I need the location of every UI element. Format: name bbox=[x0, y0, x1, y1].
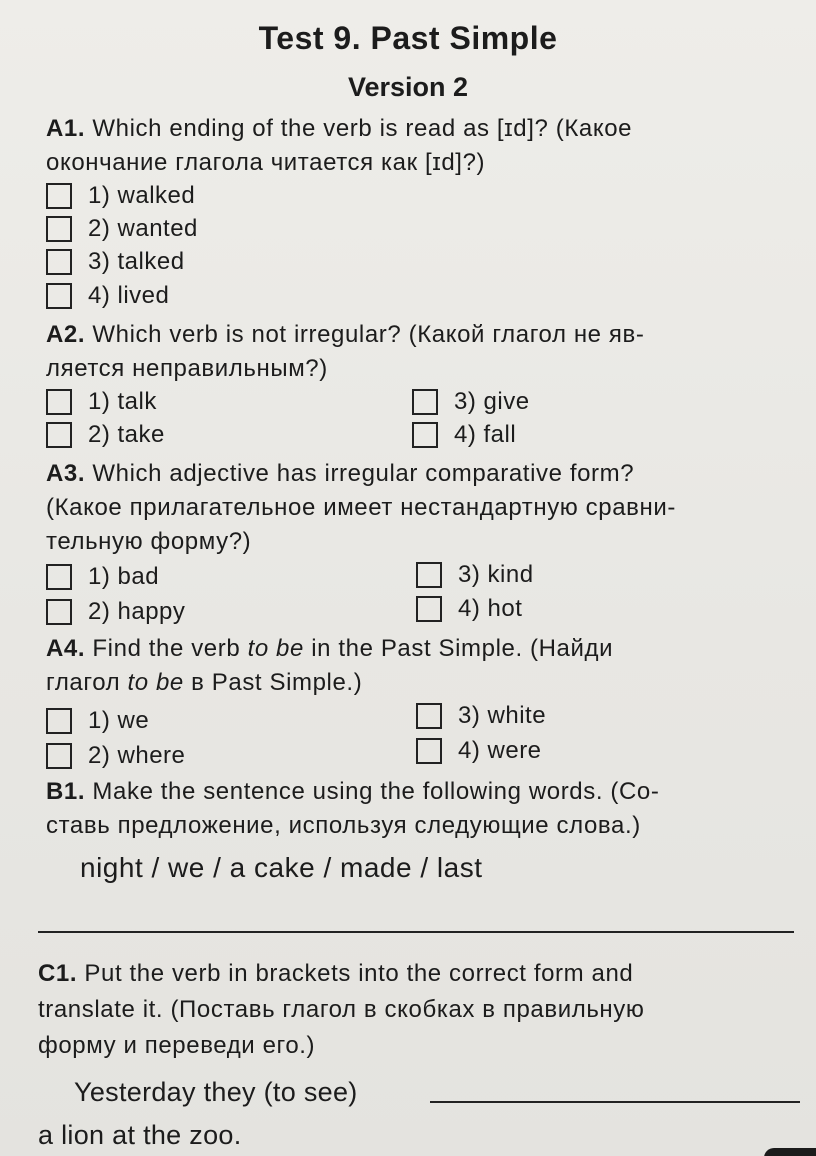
question-text-italic: to be bbox=[127, 669, 184, 696]
question-number: C1. bbox=[38, 960, 78, 987]
question-text: Make the sentence using the following words. (Со- bbox=[85, 778, 660, 805]
answer-checkbox[interactable] bbox=[46, 183, 72, 209]
answer-option[interactable] bbox=[46, 706, 149, 736]
question-text: в Past Simple.) bbox=[183, 669, 363, 696]
option-label: 2) wanted bbox=[88, 215, 198, 242]
answer-checkbox[interactable] bbox=[46, 283, 72, 309]
answer-checkbox[interactable] bbox=[46, 599, 72, 625]
answer-checkbox[interactable] bbox=[46, 743, 72, 769]
answer-option[interactable] bbox=[416, 560, 534, 590]
sentence-start: Yesterday they (to see) bbox=[74, 1077, 358, 1107]
answer-option[interactable] bbox=[412, 387, 530, 417]
question-number: A3. bbox=[46, 460, 86, 487]
question-number: A1. bbox=[46, 115, 86, 142]
question-a3 bbox=[46, 457, 770, 559]
question-a1 bbox=[46, 112, 770, 180]
answer-option[interactable] bbox=[46, 181, 195, 211]
answer-option[interactable] bbox=[46, 387, 157, 417]
answer-checkbox[interactable] bbox=[46, 249, 72, 275]
question-number: A4. bbox=[46, 635, 86, 662]
answer-option[interactable] bbox=[46, 562, 159, 592]
answer-option[interactable] bbox=[416, 594, 522, 624]
question-b1 bbox=[46, 775, 770, 843]
answer-checkbox[interactable] bbox=[416, 703, 442, 729]
question-text-italic: to be bbox=[247, 635, 304, 662]
word-list: night / we / a cake / made / last bbox=[80, 852, 483, 883]
answer-option[interactable] bbox=[46, 247, 185, 277]
answer-option[interactable] bbox=[46, 281, 169, 311]
answer-checkbox[interactable] bbox=[412, 422, 438, 448]
answer-checkbox[interactable] bbox=[416, 596, 442, 622]
question-text: тельную форму?) bbox=[46, 528, 252, 555]
answer-line[interactable] bbox=[430, 1101, 800, 1103]
option-label: 4) fall bbox=[454, 421, 517, 448]
option-label: 4) lived bbox=[88, 282, 170, 309]
answer-checkbox[interactable] bbox=[416, 738, 442, 764]
answer-option[interactable] bbox=[46, 214, 198, 244]
answer-checkbox[interactable] bbox=[46, 216, 72, 242]
option-label: 4) were bbox=[458, 737, 542, 764]
answer-checkbox[interactable] bbox=[46, 389, 72, 415]
question-a4 bbox=[46, 632, 770, 700]
question-text: Which verb is not irregular? (Какой глагол не яв- bbox=[85, 321, 645, 348]
option-label: 1) bad bbox=[88, 563, 160, 590]
answer-checkbox[interactable] bbox=[416, 562, 442, 588]
test-title: Test 9. Past Simple bbox=[258, 20, 558, 56]
question-text: форму и переведи его.) bbox=[38, 1032, 316, 1059]
question-text: Find the verb bbox=[85, 635, 248, 662]
answer-checkbox[interactable] bbox=[46, 422, 72, 448]
question-text: Which ending of the verb is read as [ɪd]? (Какое bbox=[85, 115, 633, 142]
answer-option[interactable] bbox=[46, 597, 185, 627]
question-text: (Какое прилагательное имеет нестандартную сравни- bbox=[46, 494, 676, 521]
answer-checkbox[interactable] bbox=[46, 708, 72, 734]
question-text: глагол bbox=[46, 669, 128, 696]
option-label: 4) hot bbox=[458, 595, 523, 622]
option-label: 1) talk bbox=[88, 388, 157, 415]
page-corner-shadow bbox=[764, 1148, 816, 1156]
answer-option[interactable] bbox=[416, 701, 546, 731]
answer-option[interactable] bbox=[46, 741, 185, 771]
option-label: 3) kind bbox=[458, 561, 534, 588]
question-text: in the Past Simple. (Найди bbox=[303, 635, 614, 662]
question-number: B1. bbox=[46, 778, 86, 805]
question-text: ляется неправильным?) bbox=[46, 355, 328, 382]
option-label: 2) take bbox=[88, 421, 165, 448]
question-text: Which adjective has irregular comparative form? bbox=[85, 460, 635, 487]
question-text: translate it. (Поставь глагол в скобках в правильную bbox=[38, 996, 645, 1023]
answer-option[interactable] bbox=[412, 420, 516, 450]
question-c1 bbox=[38, 956, 796, 1064]
option-label: 1) we bbox=[88, 707, 150, 734]
answer-checkbox[interactable] bbox=[46, 564, 72, 590]
option-label: 3) talked bbox=[88, 248, 185, 275]
option-label: 1) walked bbox=[88, 182, 196, 209]
question-text: ставь предложение, используя следующие слова.) bbox=[46, 812, 641, 839]
answer-option[interactable] bbox=[46, 420, 165, 450]
version-label: Version 2 bbox=[347, 72, 469, 102]
sentence-end: a lion at the zoo. bbox=[38, 1120, 242, 1150]
question-a2 bbox=[46, 318, 770, 386]
answer-option[interactable] bbox=[416, 736, 542, 766]
option-label: 2) where bbox=[88, 742, 186, 769]
answer-checkbox[interactable] bbox=[412, 389, 438, 415]
question-text: окончание глагола читается как [ɪd]?) bbox=[46, 149, 486, 176]
option-label: 2) happy bbox=[88, 598, 186, 625]
question-text: Put the verb in brackets into the correct form and bbox=[77, 960, 634, 987]
option-label: 3) white bbox=[458, 702, 547, 729]
option-label: 3) give bbox=[454, 388, 530, 415]
answer-line[interactable] bbox=[38, 931, 794, 933]
question-number: A2. bbox=[46, 321, 86, 348]
